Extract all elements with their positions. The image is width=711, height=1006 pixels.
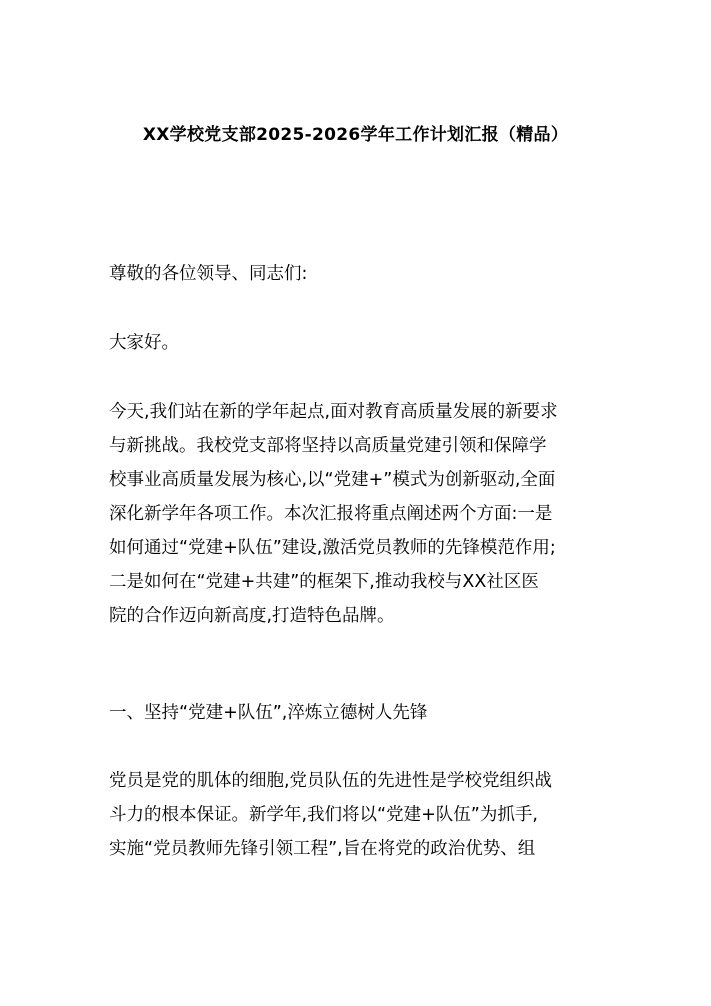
greeting-text: 尊敬的各位领导、同志们:: [109, 264, 308, 284]
intro-line: 深化新学年各项工作。本次汇报将重点阐述两个方面:一是: [109, 504, 553, 524]
section-body-line: 党员是党的肌体的细胞,党员队伍的先进性是学校党组织战: [109, 771, 553, 791]
intro-line: 二是如何在“党建+共建”的框架下,推动我校与XX社区医: [109, 572, 539, 592]
intro-line: 如何通过“党建+队伍”建设,激活党员教师的先锋模范作用;: [109, 538, 556, 558]
section-body-line: 实施“党员教师先锋引领工程”,旨在将党的政治优势、组: [109, 839, 536, 859]
hello-line: [109, 326, 604, 360]
intro-line: 与新挑战。我校党支部将坚持以高质量党建引领和保障学: [109, 436, 547, 456]
section-body-paragraph: [109, 764, 604, 866]
intro-line: 院的合作迈向新高度,打造特色品牌。: [109, 606, 395, 626]
section-heading: [109, 696, 604, 730]
document-title: XX学校党支部2025-2026学年工作计划汇报（精品）: [142, 125, 569, 145]
intro-line: 今天,我们站在新的学年起点,面对教育高质量发展的新要求: [109, 402, 558, 422]
section-body-line: 斗力的根本保证。新学年,我们将以“党建+队伍”为抓手,: [109, 805, 538, 825]
section-heading-text: 一、坚持“党建+队伍”,淬炼立德树人先锋: [109, 703, 428, 723]
intro-paragraph: [109, 395, 604, 633]
intro-line: 校事业高质量发展为核心,以“党建+”模式为创新驱动,全面: [109, 470, 556, 490]
greeting-line: [109, 257, 604, 291]
hello-text: 大家好。: [109, 333, 179, 353]
